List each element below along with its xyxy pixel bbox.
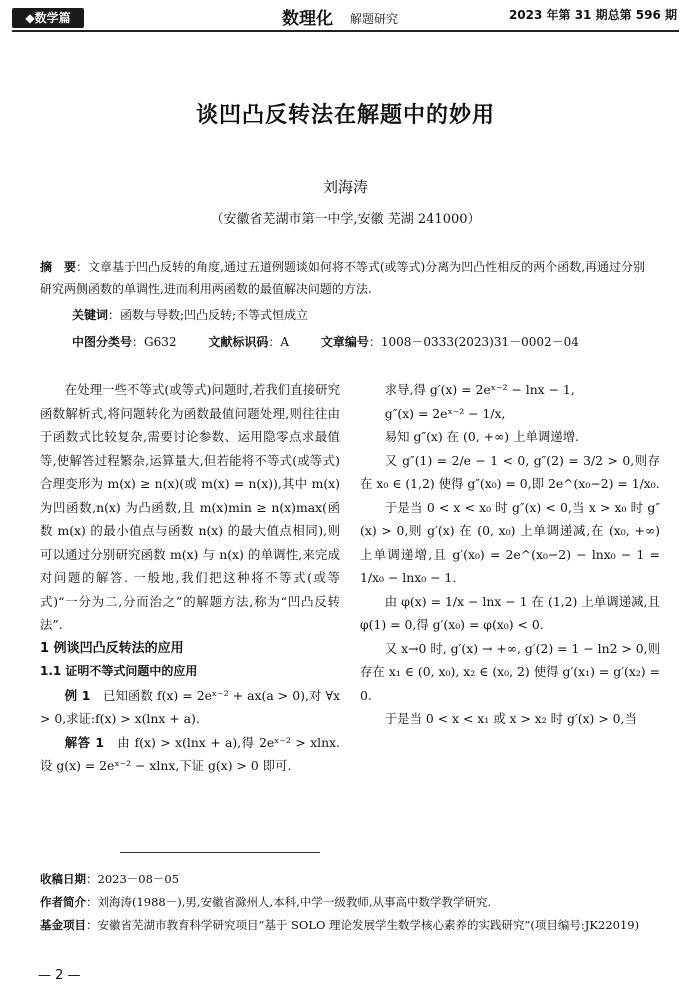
bio-value: ：刘海涛(1988－),男,安徽省滁州人,本科,中学一级教师,从事高中数学教学研究. [86,895,492,909]
second-derivative-line: g″(x) = 2eˣ⁻² − 1/x, [384,405,506,421]
column-name: 解题研究 [350,12,399,26]
keywords-label: 关键词 [72,308,109,322]
monotonic-analysis: 于是当 0 < x < x₀ 时 g″(x) < 0,当 x > x₀ 时 g″(x) > 0,则 g′(x) 在 (0, x₀) 上单调递减,在 (x₀, +∞) 上单调递增,且 g′(x₀) = 2e^(x₀−2) − lnx₀ − 1 = 1/x₀ − lnx₀ − 1. [360,499,660,585]
derivative-line: 求导,得 g′(x) = 2eˣ⁻² − lnx − 1, [384,382,575,397]
intro-paragraph: 在处理一些不等式(或等式)问题时,若我们直接研究函数解析式,将问题转化为函数最值问题处理,则往往由于函数式比较复杂,需要讨论参数、运用隐零点求最值等,使解答过程繁杂,运算量大,但若能将不等式(或等式)合理变形为 m(x) ≥ n(x)(或 m(x) = n(x)),其中 m(x) 为凹函数,n(x) 为凸函数,且 m(x)min ≥ n(x)max(函数 m(x) 的最小值点与函数 n(x) 的最大值点相同),则可以通过分别研究函数 m(x) 与 n(x) 的单调性,来完成对问题的解答. 一般地,我们把这种将不等式(或等式)“一分为二,分而治之”的解题方法,称为“凹凸反转法”. [40,382,340,632]
abstract-text: ：文章基于凹凸反转的角度,通过五道例题谈如何将不等式(或等式)分离为凹凸性相反的两个函数,再通过分别研究两侧函数的单调性,进而利用两函数的最值解决问题的方法. [40,260,646,296]
monotonic-note: 易知 g″(x) 在 (0, +∞) 上单调递增. [384,429,579,444]
right-column [360,378,660,731]
solution-1 [40,731,340,778]
example-1-text: 已知函数 f(x) = 2eˣ⁻² + ax(a > 0),对 ∀x > 0,求证:f(x) > x(lnx + a). [40,687,340,726]
subsection-heading: 1.1 证明不等式问题中的应用 [40,664,198,678]
bio-label: 作者简介 [40,895,86,909]
limit-analysis: 又 x→0 时, g′(x) → +∞, g′(2) = 1 − ln2 > 0,则存在 x₁ ∈ (0, x₀), x₂ ∈ (x₀, 2) 使得 g′(x₁) = g′(x₂) = 0. [360,640,660,703]
conclusion-start: 于是当 0 < x < x₁ 或 x > x₂ 时 g′(x) > 0,当 [384,711,637,726]
left-column [40,378,340,778]
page-number: — 2 — [38,968,81,983]
article-no-value: ：1008－0333(2023)31－0002－04 [368,335,579,349]
doc-code-value: ：A [268,335,290,349]
example-1 [40,684,340,731]
abstract [40,256,652,300]
doc-code-label: 文献标识码 [208,335,269,349]
zero-point-paragraph: 又 g″(1) = 2/e − 1 < 0, g″(2) = 3/2 > 0,则存在 x₀ ∈ (1,2) 使得 g″(x₀) = 0,即 2e^(x₀−2) = 1/x₀. [360,452,660,491]
header-rule [12,30,679,32]
funding [40,914,660,937]
author-bio [40,891,660,914]
abstract-label: 摘 要 [40,260,77,274]
page-header [0,0,691,38]
journal-brand: 数理化 [282,9,333,29]
keywords [72,306,652,323]
fund-value: ：安徽省芜湖市教育科学研究项目“基于 SOLO 理论发展学生数学核心素养的实践研究”(项目编号:JK22019) [86,918,640,932]
issue-info: 2023 年第 31 期总第 596 期 [508,8,677,22]
phi-analysis: 由 φ(x) = 1/x − lnx − 1 在 (1,2) 上单调递减,且 φ(1) = 0,得 g′(x₀) = φ(x₀) < 0. [360,593,660,632]
footnote-rule [120,852,320,853]
author-name: 刘海涛 [322,178,368,196]
article-no-label: 文章编号 [320,335,369,349]
received-date [40,868,660,891]
classification-line [72,333,652,350]
keywords-text: ：函数与导数;凹凸反转;不等式恒成立 [108,308,309,322]
article-title: 谈凹凸反转法在解题中的妙用 [195,103,495,128]
solution-1-text: 由 f(x) > x(lnx + a),得 2eˣ⁻² > xlnx. 设 g(x) = 2eˣ⁻² − xlnx,下证 g(x) > 0 即可. [40,734,340,773]
section-heading: 1 例谈凹凸反转法的应用 [40,640,184,656]
fund-label: 基金项目 [40,918,86,932]
section-badge: ◆数学篇 [12,8,84,28]
clc-label: 中图分类号 [72,335,133,349]
received-label: 收稿日期 [40,872,86,886]
example-1-label: 例 1 [64,687,91,703]
author-affiliation: （安徽省芜湖市第一中学,安徽 芜湖 241000） [210,212,481,227]
solution-1-label: 解答 1 [64,734,104,750]
clc-value: ：G632 [132,335,177,349]
received-value: ：2023－08－05 [86,872,180,886]
footnotes [40,868,660,937]
